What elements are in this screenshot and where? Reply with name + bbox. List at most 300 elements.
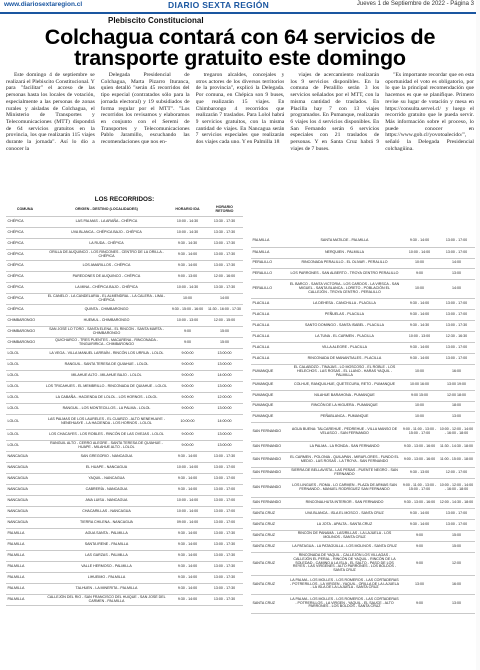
col-header-departure: HORARIO IDA bbox=[169, 205, 206, 216]
table-row bbox=[6, 572, 243, 583]
table-row bbox=[251, 519, 475, 530]
cell-return: 12:30 - 16:30 bbox=[438, 332, 475, 343]
cell-departure: 9:30 - 14:00 bbox=[401, 354, 438, 365]
col-header-return: HORARIO RETORNO bbox=[206, 205, 243, 216]
cell-return: 12:00:00 bbox=[206, 392, 243, 403]
cell-departure: 9:00:00 bbox=[169, 370, 206, 381]
cell-comuna: SAN FERNANDO bbox=[251, 441, 288, 452]
cell-comuna: CHIMBARONGO bbox=[6, 326, 44, 337]
cell-comuna: SANTA CRUZ bbox=[251, 552, 288, 575]
article-paragraph: tregaron alcaldes, concejales y otros actores de los diversos territorios de la provincia", explicó la Delegada. Por comuna, en Chépica son 9 buses, que realizarán 15 viajes. En Chimbarongo 4 recorridos que realizarán 7 traslados. Para Lolol habrá 9 servicios gratuitos, con la misma cantidad de viajes. En Nancagua serán 7 servicios especiales que realizarán dos viajes cada uno. Y en Palmilla 18 bbox=[195, 72, 285, 146]
cell-departure: 10:00 bbox=[401, 365, 438, 380]
cell-comuna: PUMANQUE bbox=[251, 391, 288, 402]
table-row bbox=[6, 429, 243, 440]
cell-departure: 9:00 bbox=[169, 326, 206, 337]
cell-return: 13:00:00 bbox=[206, 348, 243, 359]
table-row bbox=[6, 583, 243, 594]
cell-return: 13:30 - 17:30 bbox=[206, 227, 243, 238]
cell-return: 13:00 - 17:00 bbox=[438, 508, 475, 519]
cell-route: SANTO DOMINGO - SANTA ISABEL - PLACILLA bbox=[288, 321, 401, 332]
cell-comuna: LOLOL bbox=[6, 381, 44, 392]
table-row bbox=[6, 403, 243, 414]
cell-route: ORILLA DE AUQUINCO - LOS RINCONES - CENTRO DE LA ORILLA - CHÉPICA bbox=[44, 249, 169, 260]
cell-comuna: SANTA CRUZ bbox=[251, 508, 288, 519]
cell-comuna: PERALILLO bbox=[251, 280, 288, 299]
table-row bbox=[251, 332, 475, 343]
cell-comuna: CHÉPICA bbox=[6, 282, 44, 293]
cell-departure: 9:30 - 14:00 bbox=[401, 519, 438, 530]
article-column bbox=[290, 72, 379, 190]
cell-route: ANA LUISA - NANCAGUA bbox=[44, 495, 169, 506]
cell-return: 11:30 - 14:30 - 18:00 bbox=[438, 441, 475, 452]
cell-return: 10:00 - 12:00 - 14:00 - 16:00 - 18:00 bbox=[438, 478, 475, 497]
table-row bbox=[251, 594, 475, 613]
masthead-rule bbox=[0, 12, 480, 14]
cell-comuna: SAN FERNANDO bbox=[251, 478, 288, 497]
cell-return: 13:30 - 17:30 bbox=[206, 216, 243, 227]
cell-return: 12:00 - 16:00 bbox=[206, 271, 243, 282]
cell-departure: 10:00 - 13:00 bbox=[401, 332, 438, 343]
cell-route: NILAHUE BARAHONA - PUMANQUE bbox=[288, 391, 401, 402]
table-row bbox=[251, 236, 475, 247]
table-row bbox=[251, 258, 475, 269]
cell-departure: 9:30 - 14:00 bbox=[401, 310, 438, 321]
cell-comuna: PALMILLA bbox=[6, 528, 44, 539]
cell-comuna: PALMILLA bbox=[6, 550, 44, 561]
cell-departure: 10:00 - 14:00 bbox=[169, 462, 206, 473]
cell-departure: 09:00 - 14:00 bbox=[169, 517, 206, 528]
routes-table-right bbox=[251, 236, 475, 614]
cell-departure: 9:30 - 14:30 bbox=[401, 321, 438, 332]
cell-route: AGUA BUENA: TALCAREHUE - PEDREHUE - VILLA MANSO DE VELASCO - SAN FERNANDO bbox=[288, 422, 401, 441]
cell-route: QUICHARCO - TRES PUENTES - MACARENA - RINCONADA - TINGUIRIRICA - CHIMBARONGO bbox=[44, 337, 169, 348]
table-row bbox=[6, 326, 243, 337]
table-row bbox=[6, 315, 243, 326]
cell-comuna: PLACILLA bbox=[251, 343, 288, 354]
cell-comuna: PALMILLA bbox=[251, 236, 288, 247]
cell-comuna: PALMILLA bbox=[6, 594, 44, 605]
cell-return: 16:00 bbox=[438, 365, 475, 380]
cell-comuna: NANCAGUA bbox=[6, 506, 44, 517]
cell-route: UVA BLANCA - ISLA EL MOSCO - SANTA CRUZ bbox=[288, 508, 401, 519]
cell-return: 13:00 - 17:30 bbox=[206, 260, 243, 271]
cell-route: EL BARCO - SANTA VICTORIA - LOS CARDOS - LA VIRSCA - SAN MIGUEL - SANTA BLANCA - LORETO - POBLACIÓN EL CALLEJÓN - TROYA CENTRO - PERALILLO bbox=[288, 280, 401, 299]
cell-departure: 10:00 - 14:30 bbox=[169, 216, 206, 227]
cell-comuna: SAN FERNANDO bbox=[251, 422, 288, 441]
article-body bbox=[6, 72, 474, 190]
cell-return: 13:00 - 17:30 bbox=[206, 550, 243, 561]
page-edge bbox=[476, 0, 480, 670]
cell-return: 13:00:00 bbox=[206, 359, 243, 370]
table-row bbox=[6, 282, 243, 293]
cell-departure: 9:00:00 bbox=[169, 392, 206, 403]
table-row bbox=[6, 216, 243, 227]
cell-comuna: LOLOL bbox=[6, 348, 44, 359]
cell-route: SANTA IRENE - PALMILLA bbox=[44, 539, 169, 550]
table-row bbox=[6, 528, 243, 539]
cell-return: 13:00:00 bbox=[206, 440, 243, 451]
cell-return: 13:00 - 17:30 bbox=[206, 528, 243, 539]
cell-comuna: CHÉPICA bbox=[6, 260, 44, 271]
cell-return: 14:00:00 bbox=[206, 370, 243, 381]
cell-route: VALLE HERMOSO - PALMILLA bbox=[44, 561, 169, 572]
table-row bbox=[251, 380, 475, 391]
cell-comuna: CHÉPICA bbox=[6, 227, 44, 238]
cell-departure: 9:30 - 13:00 - 16:00 bbox=[401, 497, 438, 508]
cell-return: 18:00 bbox=[438, 401, 475, 412]
cell-return: 13:00:00 bbox=[206, 429, 243, 440]
table-row bbox=[251, 508, 475, 519]
cell-return: 14:00:00 bbox=[206, 414, 243, 429]
table-row bbox=[251, 354, 475, 365]
cell-departure: 9:00 - 13:00 - 16:00 bbox=[401, 452, 438, 467]
cell-return: 15:00 bbox=[438, 530, 475, 541]
cell-departure: 10:00 - 14:00 bbox=[401, 247, 438, 258]
cell-route: LOS CHACAYES - LOS ROBLES - RINCÓN DE LAS OVEJAS - LOLOL bbox=[44, 429, 169, 440]
cell-departure: 9:30 - 14:00 bbox=[169, 451, 206, 462]
site-url[interactable]: www.diariosextaregion.cl bbox=[4, 1, 83, 8]
table-row bbox=[6, 348, 243, 359]
cell-comuna: PERALILLO bbox=[251, 258, 288, 269]
cell-route: LAS PALMAS - LA ARAÑA - CHÉPICA bbox=[44, 216, 169, 227]
cell-return: 15:00 bbox=[438, 541, 475, 552]
cell-route: LAS GARZAS - PALMILLA bbox=[44, 550, 169, 561]
table-row bbox=[251, 310, 475, 321]
cell-return: 13:00 - 17:00 bbox=[438, 299, 475, 310]
cell-return: 13:00 - 17:00 bbox=[206, 473, 243, 484]
table-row bbox=[251, 541, 475, 552]
cell-route: TALHUEN - LA MINERITA - PALMILLA bbox=[44, 583, 169, 594]
cell-comuna: SAN FERNANDO bbox=[251, 497, 288, 508]
table-row bbox=[251, 452, 475, 467]
cell-departure: 9:00 bbox=[401, 552, 438, 575]
cell-route: EL CALABOZO - TINAJAS - LO MOSCOSO - EL ROBLE - LOS HELECHOS - LAS ROSAS - EL LLANO - HARAS YAQUIL - PALMILLA bbox=[288, 365, 401, 380]
cell-departure: 9:30 - 14:00 bbox=[169, 594, 206, 605]
cell-return: 16:00 bbox=[438, 575, 475, 594]
table-row bbox=[251, 552, 475, 575]
cell-departure: 9:00 bbox=[401, 594, 438, 613]
cell-return: 14:00 bbox=[438, 280, 475, 299]
cell-comuna: SANTA CRUZ bbox=[251, 541, 288, 552]
cell-return: 13:00 bbox=[438, 269, 475, 280]
table-row bbox=[251, 441, 475, 452]
cell-departure: 9:30 - 14:00 bbox=[169, 249, 206, 260]
table-row bbox=[251, 321, 475, 332]
cell-comuna: CHÉPICA bbox=[6, 216, 44, 227]
cell-departure: 9:00 bbox=[401, 541, 438, 552]
table-row bbox=[6, 359, 243, 370]
cell-route: RINCÓN DE LA HIGUERA - PUMANQUE bbox=[288, 401, 401, 412]
cell-departure: 9:00:00 bbox=[169, 359, 206, 370]
cell-return: 13:00 - 17:30 bbox=[206, 238, 243, 249]
cell-return: 13:00 - 17:30 bbox=[206, 583, 243, 594]
cell-comuna: CHIMBARONGO bbox=[6, 315, 44, 326]
cell-comuna: PUMANQUE bbox=[251, 412, 288, 423]
cell-route: AGUA SANTA - PALMILLA bbox=[44, 528, 169, 539]
cell-departure: 9:00:00 bbox=[169, 348, 206, 359]
cell-comuna: PUMANQUE bbox=[251, 401, 288, 412]
cell-route: CHACARILLAS - NANCAGUA bbox=[44, 506, 169, 517]
cell-route: LOS AMARILLOS - CHÉPICA bbox=[44, 260, 169, 271]
cell-route: LIHUEIMO - PALMILLA bbox=[44, 572, 169, 583]
table-row bbox=[251, 280, 475, 299]
col-header-route: ORIGEN - DESTINO (LOCALIDADES) bbox=[44, 205, 169, 216]
cell-route: LA PALMA - LOS MOLLES - LOS ROMEROS - LAS CORTADERAS - POTRERILLOS - LA VIRGEN - YAQUIL - EL SAUCE - ALTO PARRONES - LOS BOLDOS - SANTA CRUZ bbox=[288, 594, 401, 613]
cell-route: LA RUDA - CHÉPICA bbox=[44, 238, 169, 249]
cell-departure: 10:00 - 14:30 bbox=[169, 282, 206, 293]
cell-comuna: PALMILLA bbox=[6, 583, 44, 594]
table-row bbox=[251, 478, 475, 497]
cell-comuna: PALMILLA bbox=[251, 247, 288, 258]
cell-route: RINCONALHUTA INTERIOR - SAN FERNANDO bbox=[288, 497, 401, 508]
cell-route: RANGUIL ALTO - CERRO ALEGRE - SANTA TERESA DE QUIAHUE - HUAPE - MILAHUE ALTO - LOLOL bbox=[44, 440, 169, 451]
cell-route: SAN GREGORIO - NANCAGUA bbox=[44, 451, 169, 462]
cell-departure: 9:00 - 11:00 - 13:00 - 15:00 - 17:00 bbox=[401, 478, 438, 497]
cell-comuna: SANTA CRUZ bbox=[251, 594, 288, 613]
cell-route: LA PALMA - LOS MOLLES - LOS ROMEROS - LAS CORTADERAS - POTRERILLOS - LA VIRGEN - YAQUIL - ORILLA DE LA LAJUELA - LA ISLA DE LA LAJUELA - SANTA CRUZ bbox=[288, 575, 401, 594]
cell-departure: 10:00 - 14:00 bbox=[169, 506, 206, 517]
cell-comuna: SANTA CRUZ bbox=[251, 575, 288, 594]
table-row bbox=[6, 462, 243, 473]
cell-return: 13:00 - 17:30 bbox=[206, 451, 243, 462]
cell-comuna: PALMILLA bbox=[6, 561, 44, 572]
cell-route: EL CARMEN - POLONIA - QUILAPAN - MIRAFLORES - FUNDO EL MEDIO - LAS ROSAS - LA TROYA - SAN FERNANDO bbox=[288, 452, 401, 467]
table-row bbox=[6, 260, 243, 271]
cell-return: 13:00 - 17:00 bbox=[438, 247, 475, 258]
cell-return: 13:00 - 17:00 bbox=[206, 484, 243, 495]
cell-return: 13:00 - 17:00 bbox=[206, 506, 243, 517]
cell-route: PAREDONES DE AUQUINCO - CHÉPICA bbox=[44, 271, 169, 282]
cell-route: TIERRA CHILENA - NANCAGUA bbox=[44, 517, 169, 528]
table-row bbox=[251, 391, 475, 402]
cell-return: 15:00 bbox=[206, 337, 243, 348]
cell-comuna: SAN FERNANDO bbox=[251, 452, 288, 467]
table-row bbox=[251, 269, 475, 280]
cell-comuna: LOLOL bbox=[6, 392, 44, 403]
article-column bbox=[196, 72, 285, 190]
table-row bbox=[251, 467, 475, 478]
table-row bbox=[6, 392, 243, 403]
cell-route: LOS LINGUES - ROMA - LO CARMEN - PLAZA DE ARMAS SAN FERNANDO - MANUEL RODRÍGUEZ SAN FERNANDO bbox=[288, 478, 401, 497]
cell-departure: 9:30 - 14:30 bbox=[169, 238, 206, 249]
cell-return: 13:00 - 17:00 bbox=[438, 519, 475, 530]
table-header-row bbox=[6, 205, 243, 216]
cell-departure: 9:30 - 13:00 - 16:00 bbox=[401, 441, 438, 452]
cell-comuna: LOLOL bbox=[6, 370, 44, 381]
cell-return: 13:00 - 17:00 bbox=[438, 310, 475, 321]
cell-return: 13:00 - 17:30 bbox=[206, 572, 243, 583]
cell-return: 13:00 - 17:30 bbox=[206, 594, 243, 605]
article-column bbox=[6, 72, 95, 190]
cell-departure: 10:00 bbox=[401, 258, 438, 269]
table-row bbox=[6, 381, 243, 392]
cell-comuna: PUMANQUE bbox=[251, 380, 288, 391]
cell-departure: 9:30 - 14:00 bbox=[169, 528, 206, 539]
cell-departure: 9:00 - 13:00 bbox=[169, 271, 206, 282]
cell-comuna: CHÉPICA bbox=[6, 271, 44, 282]
cell-comuna: PALMILLA bbox=[6, 572, 44, 583]
cell-return: 13:00 bbox=[438, 594, 475, 613]
cell-comuna: CHÉPICA bbox=[6, 304, 44, 315]
cell-comuna: PLACILLA bbox=[251, 332, 288, 343]
table-row bbox=[6, 517, 243, 528]
cell-comuna: NANCAGUA bbox=[6, 484, 44, 495]
cell-route: LA CABAÑA - HACIENDA DE LOLOL - LOS HORNOS - LOLOL bbox=[44, 392, 169, 403]
table-row bbox=[6, 451, 243, 462]
cell-comuna: NANCAGUA bbox=[6, 451, 44, 462]
cell-return: 12:00 - 14:30 - 18:00 bbox=[438, 497, 475, 508]
cell-route: UVA BLANCA - CHÉPICA BAJO - CHÉPICA bbox=[44, 227, 169, 238]
table-row bbox=[251, 497, 475, 508]
cell-return: 11:30 - 16:00 - 17:30 bbox=[206, 304, 243, 315]
table-row bbox=[251, 401, 475, 412]
cell-comuna: CHÉPICA bbox=[6, 238, 44, 249]
cell-route: LA TUNA - EL CARMEN - PLACILLA bbox=[288, 332, 401, 343]
cell-route: LA PALMA - LA RONDA - SAN FERNANDO bbox=[288, 441, 401, 452]
cell-route: RINCONADA DE MANANTIALES - PLACILLA bbox=[288, 354, 401, 365]
table-row bbox=[251, 422, 475, 441]
paper-name: DIARIO SEXTA REGIÓN bbox=[168, 0, 270, 10]
cell-departure: 9:00 15:00 bbox=[401, 391, 438, 402]
cell-comuna: PLACILLA bbox=[251, 321, 288, 332]
article-paragraph: Este domingo 4 de septiembre se realizará el Plebiscito Constitucional. Y para "facilitar" el acceso de las personas hasta los locales de votación, especialmente a las personas de zonas rurales y aisladas de Colchagua, el Ministerio de Transportes y Telecomunicaciones (MTT) dispondrá de 64 servicios gratuitos en la provincia, los que realizarán 115 viajes durante la jornada". Así lo dio a conocer la bbox=[6, 72, 95, 152]
cell-route: QUINTA - CHIMBARONGO bbox=[44, 304, 169, 315]
article-kicker: Plebiscito Constitucional bbox=[108, 16, 204, 25]
table-row bbox=[6, 561, 243, 572]
cell-comuna: LOLOL bbox=[6, 414, 44, 429]
cell-route: EL CANELO - LA CANDELARIA - EL ALMENDRAL - LA CALERA - LIMA - CHÉPICA bbox=[44, 293, 169, 304]
cell-comuna: CHÉPICA bbox=[6, 249, 44, 260]
table-row bbox=[6, 304, 243, 315]
article-column bbox=[101, 72, 190, 190]
cell-return: 14:00 bbox=[438, 258, 475, 269]
cell-route: PEÑABLANCA - PUMANQUE bbox=[288, 412, 401, 423]
cell-return: 13:00 - 17:00 bbox=[438, 354, 475, 365]
cell-return: 13:00 - 17:30 bbox=[206, 249, 243, 260]
cell-return: 13:00 - 17:00 bbox=[206, 462, 243, 473]
cell-comuna: NANCAGUA bbox=[6, 462, 44, 473]
cell-return: 12:00 - 15:00 bbox=[206, 315, 243, 326]
cell-route: SANTA MATILDE - PALMILLA bbox=[288, 236, 401, 247]
cell-route: RANGUIL - SANTA TERESA DE QUIAHUE - LOLOL bbox=[44, 359, 169, 370]
table-row bbox=[6, 227, 243, 238]
cell-route: MILAHUE ALTO - MILAHUE BAJO - LOLOL bbox=[44, 370, 169, 381]
cell-comuna: PALMILLA bbox=[6, 539, 44, 550]
cell-route: RINCONADA PERALILLO - EL OLIVAR - PERALILLO bbox=[288, 258, 401, 269]
table-row bbox=[6, 550, 243, 561]
cell-return: 13:00 - 17:00 bbox=[206, 517, 243, 528]
cell-comuna: PLACILLA bbox=[251, 299, 288, 310]
cell-return: 13:00:00 bbox=[206, 381, 243, 392]
table-row bbox=[6, 414, 243, 429]
cell-route: LA MINA - CHÉPICA BAJO - CHÉPICA bbox=[44, 282, 169, 293]
article-paragraph: Delegada Presidencial de Colchagua, Marta Pizarro Ituranca, quien detalló "serán 45 recorridos del tipo especial (contratados sólo para la jornada electoral) y 19 subsidiados de forma regular por el MTT". "Los recorridos los revisamos y elaboramos en conjunto con el Seremi de Transportes y Telecomunicaciones Pablo Jaramillo, escuchando las recomendaciones que nos en- bbox=[100, 72, 190, 146]
table-row bbox=[251, 247, 475, 258]
cell-return: 13:00 - 17:30 bbox=[206, 561, 243, 572]
cell-departure: 10:00 bbox=[401, 280, 438, 299]
table-row bbox=[6, 337, 243, 348]
cell-return: 15:00 bbox=[206, 326, 243, 337]
cell-route: CALLEJÓN DEL RIO - SAN FRANCISCO DEL HUIQUE - SAN JOSÉ DEL CARMEN - PALMILLA bbox=[44, 594, 169, 605]
cell-route: LA PATAGUA - LA PATAGÜILLA - LOS MOLINOS - SANTA CRUZ bbox=[288, 541, 401, 552]
table-row bbox=[251, 299, 475, 310]
table-row bbox=[251, 575, 475, 594]
cell-departure: 9:30 - 14:00 bbox=[401, 508, 438, 519]
cell-return: 13:00 19:00 bbox=[438, 380, 475, 391]
article-paragraph: viajes de acercamiento realizarán los 9 servicios disponibles. En la comuna de Peralillo serán 3 los servicios señalados por el MTT, con la misma cantidad de traslados. En Placilla hay 7 con 13 viajes programados. En Pumanque, realizarán 6 viajes los 4 servicios disponibles. En San Fernando serán 6 servicios especiales con 21 traslados de personas. Y en Santa Cruz habrá 9 viajes de 7 buses. bbox=[290, 72, 380, 152]
cell-departure: 10:00 bbox=[401, 401, 438, 412]
cell-route: RINCÓN DE PANAMÁ - LAS/RILLAS - LA LAJUELA - LOS MOLINOS - SANTA CRUZ bbox=[288, 530, 401, 541]
table-row bbox=[6, 293, 243, 304]
cell-return: 11:00 - 15:00 - 18:00 bbox=[438, 452, 475, 467]
table-row bbox=[6, 594, 243, 605]
cell-return: 12:00 - 17:00 bbox=[438, 467, 475, 478]
cell-comuna: PUMANQUE bbox=[251, 365, 288, 380]
cell-departure: 10:00 bbox=[401, 412, 438, 423]
cell-return: 13:00:00 bbox=[206, 403, 243, 414]
issue-date: Jueves 1 de Septiembre de 2022 - Página 3 bbox=[356, 1, 474, 7]
cell-return: 13:00 - 17:00 bbox=[438, 236, 475, 247]
table-row bbox=[251, 343, 475, 354]
cell-comuna: NANCAGUA bbox=[6, 495, 44, 506]
cell-comuna: SAN FERNANDO bbox=[251, 467, 288, 478]
table-row bbox=[6, 539, 243, 550]
table-row bbox=[6, 271, 243, 282]
cell-route: CABRERÍA - NANCAGUA bbox=[44, 484, 169, 495]
masthead bbox=[0, 0, 480, 12]
cell-route: YAQUIL - NANCAGUA bbox=[44, 473, 169, 484]
article-paragraph: "Es importante recordar que en esta oportunidad el voto es obligatorio, por lo que la principal recomendación que hacemos es que se planifique. Primero revise su lugar de votación y mesa en https://consulta.servel.cl/ y luego el recorrido gratuito que le pueda servir. Más información sobre el proceso, lo puede conocer en https://www.gob.cl/yovotoalecido/", señaló la Delegada Presidencial colchagüina. bbox=[385, 72, 474, 152]
table-row bbox=[6, 238, 243, 249]
cell-departure: 9:30 - 14:00 bbox=[169, 260, 206, 271]
cell-route: LA VEGA - VILLA MANUEL LARRAÍN - RINCÓN LOS URRUA - LOLOL bbox=[44, 348, 169, 359]
cell-route: HUEMUL - CHIMBARONGO bbox=[44, 315, 169, 326]
cell-departure: 9:30 - 14:00 bbox=[169, 550, 206, 561]
cell-route: RINCONADA DE YAQUIL - CALLEJÓN LOS VILLAGAS - CALLEJÓN EL PERAL - RINCÓN DE YAQUIL - RINCÓN DE LA SOLEDAD - CAMINO A LA ISLA - EL SALTO - PASO DE LOS REYES - LAS VIRGENES - ALTO PARRONES - LOS BOLDOS - SANTA CRUZ bbox=[288, 552, 401, 575]
cell-return: 13:00 - 17:30 bbox=[438, 321, 475, 332]
cell-departure: 9:00:00 bbox=[169, 429, 206, 440]
table-row bbox=[6, 473, 243, 484]
cell-comuna: SANTA CRUZ bbox=[251, 530, 288, 541]
cell-departure: 9:30 - 14:00 bbox=[169, 561, 206, 572]
cell-departure: 10:00 16:00 bbox=[401, 380, 438, 391]
cell-departure: 9:00 bbox=[401, 269, 438, 280]
table-row bbox=[251, 365, 475, 380]
article-column bbox=[385, 72, 474, 190]
table-row bbox=[251, 412, 475, 423]
cell-route: SIERRA DE BELLAVISTA - LAS PEÑAS - PUENTE NEGRO - SAN FERNANDO bbox=[288, 467, 401, 478]
cell-return: 13:00 - 17:00 bbox=[438, 343, 475, 354]
cell-route: PEÑUELAS - PLACILLA bbox=[288, 310, 401, 321]
table-row bbox=[6, 370, 243, 381]
routes-table-left bbox=[6, 205, 243, 606]
cell-comuna: CHIMBARONGO bbox=[6, 337, 44, 348]
cell-departure: 10:00 - 13:00 bbox=[169, 315, 206, 326]
table-row bbox=[251, 530, 475, 541]
cell-return: 13:00 - 17:00 bbox=[206, 495, 243, 506]
table-row bbox=[6, 249, 243, 260]
cell-route: LA DEHESA - CANCHILLA - PLACILLA bbox=[288, 299, 401, 310]
cell-departure: 9:30 - 14:00 bbox=[169, 572, 206, 583]
col-header-comuna: COMUNA bbox=[6, 205, 44, 216]
cell-comuna: NANCAGUA bbox=[6, 473, 44, 484]
cell-comuna: LOLOL bbox=[6, 429, 44, 440]
cell-comuna: PLACILLA bbox=[251, 354, 288, 365]
cell-comuna: NANCAGUA bbox=[6, 517, 44, 528]
cell-departure: 10:00 bbox=[169, 293, 206, 304]
cell-route: RANGUIL - LOS MONTECILLOS - LA PALMA - LOLOL bbox=[44, 403, 169, 414]
cell-route: VILLA ALEGRE - PLACILLA bbox=[288, 343, 401, 354]
